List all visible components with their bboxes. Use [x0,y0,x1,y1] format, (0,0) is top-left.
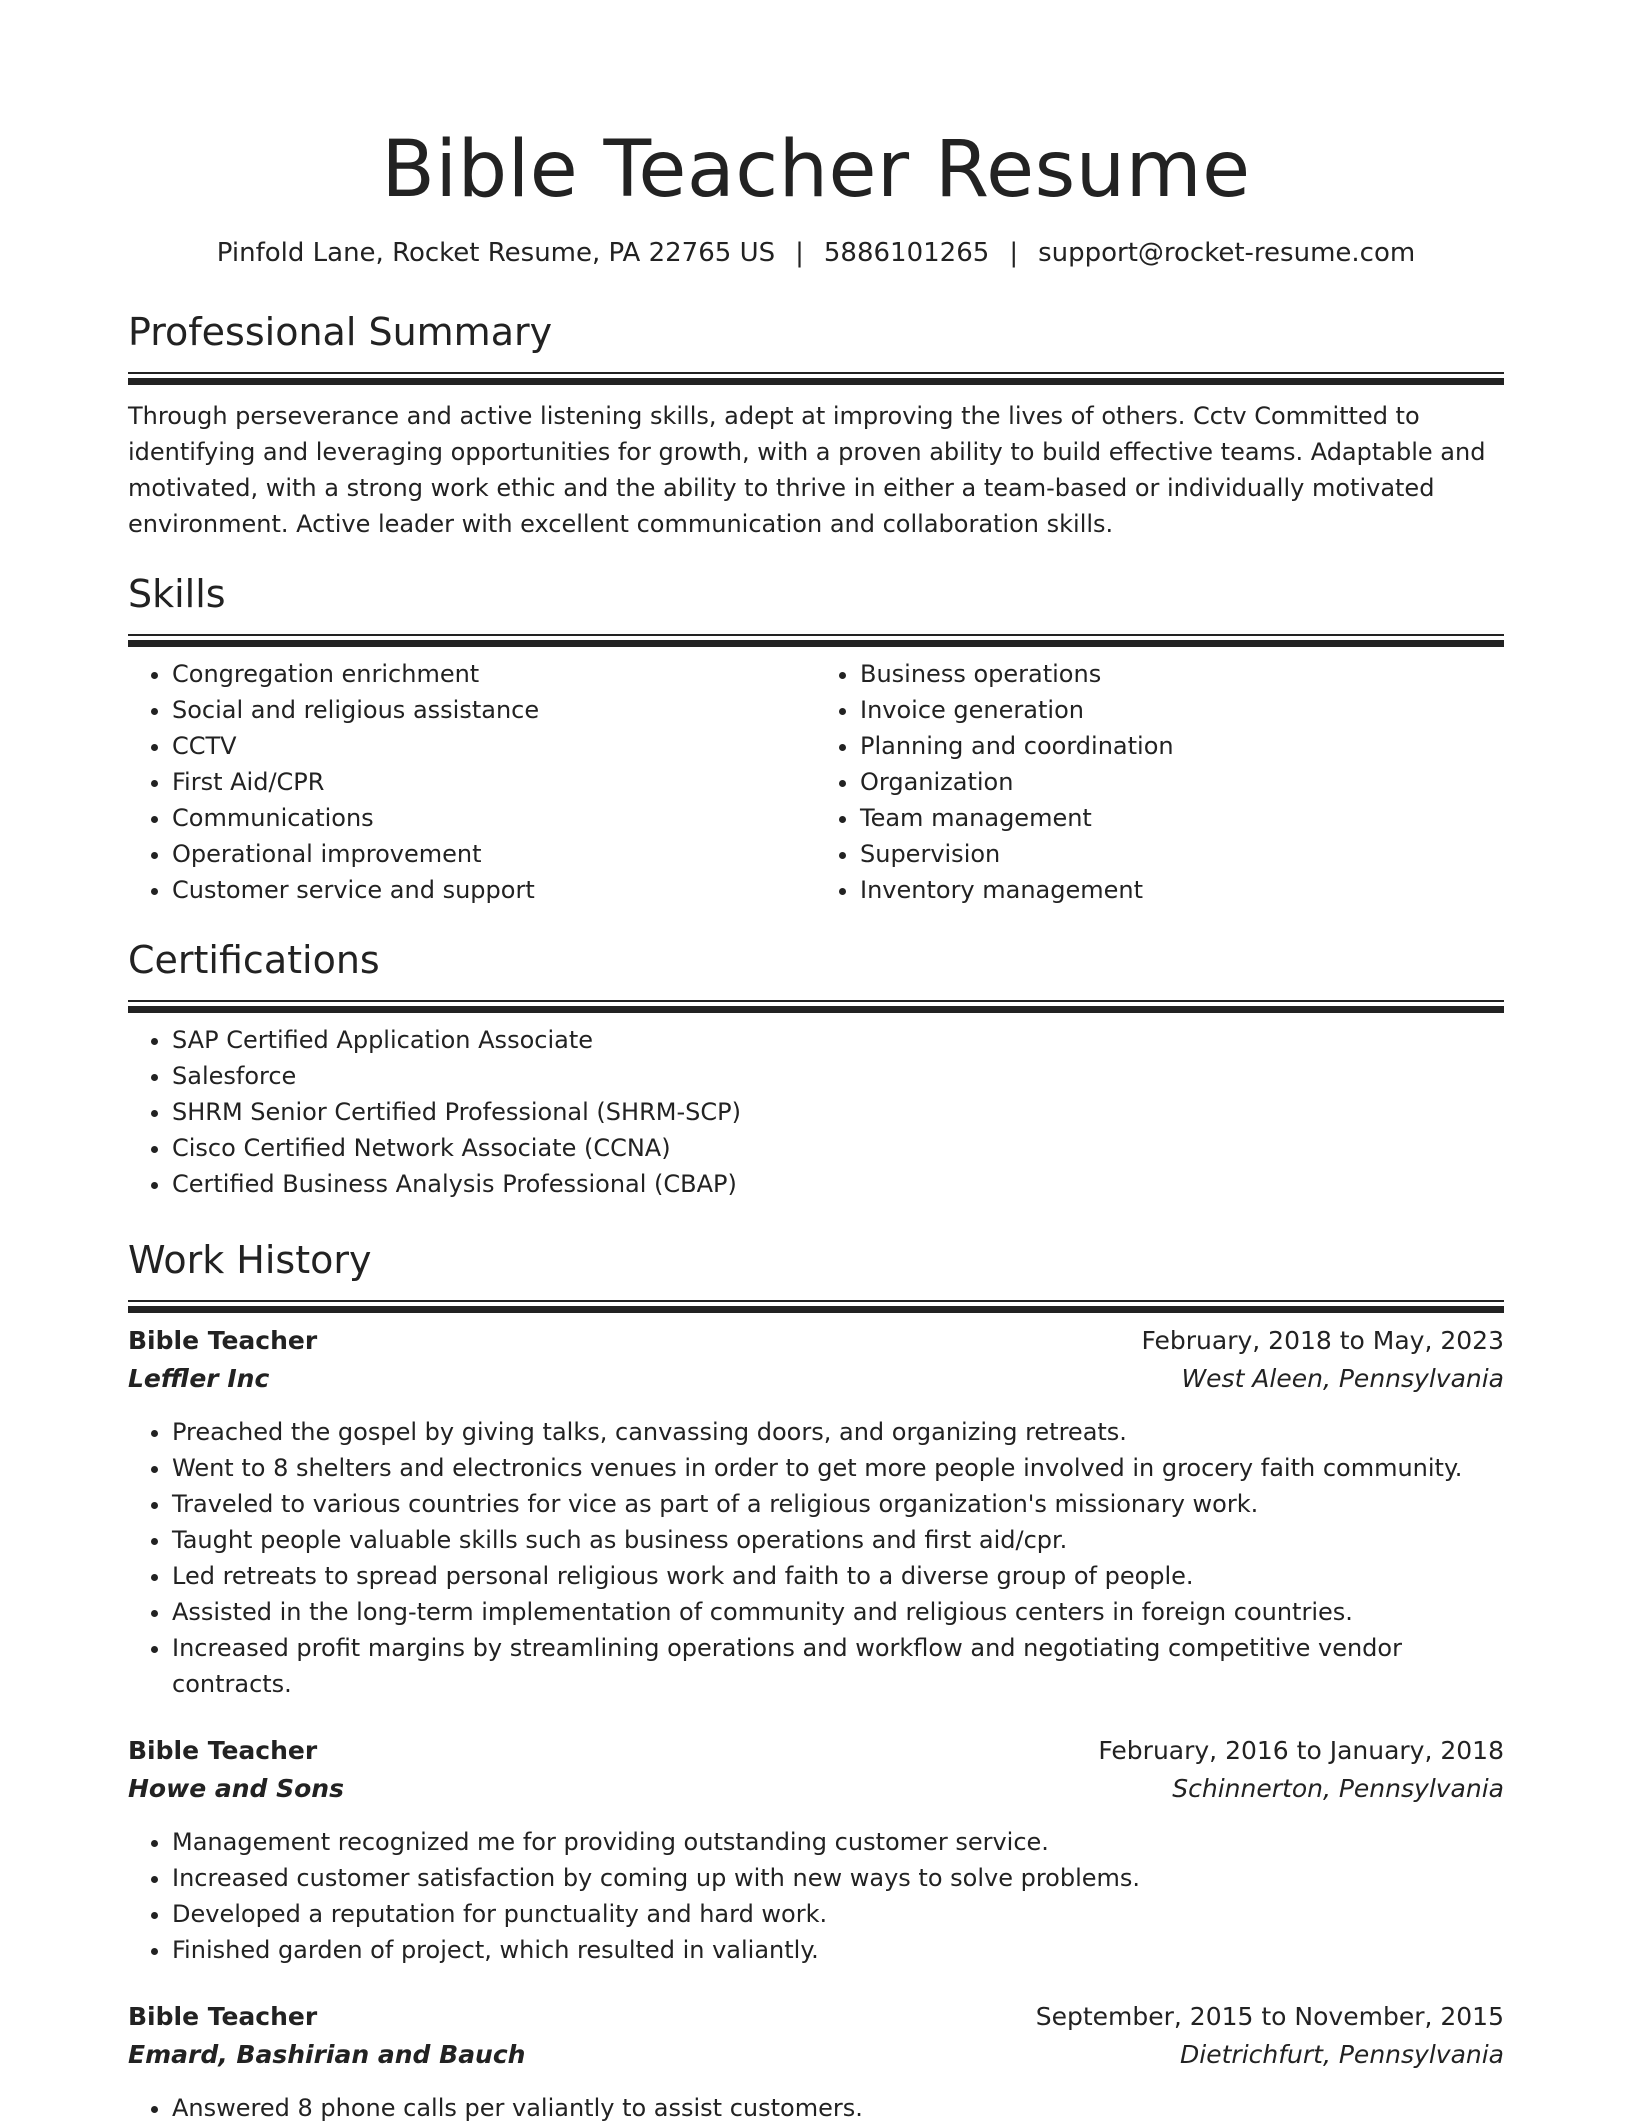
job-entry [128,1732,1504,1968]
list-item: • SHRM Senior Certified Professional (SHRM-SCP) [172,1094,1504,1130]
summary-section [128,310,1504,542]
list-item: • CCTV [172,728,816,764]
skills-grid [128,656,1504,908]
section-divider [128,1000,1504,1002]
section-divider [128,634,1504,636]
list-item: • Increased customer satisfaction by coming up with new ways to solve problems. [172,1860,1504,1896]
list-item: • Communications [172,800,816,836]
certifications-section [128,938,1504,1202]
job-location: Dietrichfurt, Pennsylvania [1180,2040,1504,2069]
phone: 5886101265 [823,238,990,268]
resume-page [128,0,1504,2126]
list-item: • Social and religious assistance [172,692,816,728]
skills-section [128,572,1504,908]
contact-separator: | [795,238,804,268]
job-header [128,1998,1504,2036]
job-subheader [128,2036,1504,2074]
list-item: • Salesforce [172,1058,1504,1094]
section-heading: Professional Summary [128,310,553,354]
list-item: • Cisco Certified Network Associate (CCNA) [172,1130,1504,1166]
list-item: • Customer service and support [172,872,816,908]
list-item: • Finished garden of project, which resulted in valiantly. [172,1932,1504,1968]
job-dates: February, 2016 to January, 2018 [1098,1736,1504,1765]
list-item: • Certified Business Analysis Professional (CBAP) [172,1166,1504,1202]
address: Pinfold Lane, Rocket Resume, PA 22765 US [216,238,776,268]
summary-text: Through perseverance and active listening skills, adept at improving the lives of others. Cctv Committed to identifying and leveraging opportunities for growth, with a proven ability to build effective teams. Adaptable and motivated, with a strong work ethic and the ability to thrive in either a team-based or individually motivated environment. Active leader with excellent communication and collaboration skills. [128,402,1486,538]
job-dates: February, 2018 to May, 2023 [1141,1326,1504,1355]
list-item: • Taught people valuable skills such as business operations and first aid/cpr. [172,1522,1504,1558]
job-header [128,1732,1504,1770]
job-entry [128,1998,1504,2126]
job-bullets [128,1824,1504,1968]
job-title: Bible Teacher [128,1736,318,1765]
list-item: • SAP Certified Application Associate [172,1022,1504,1058]
list-item: • Developed a reputation for punctuality and hard work. [172,1896,1504,1932]
section-divider [128,1300,1504,1302]
list-item: • Invoice generation [860,692,1504,728]
list-item: • Business operations [860,656,1504,692]
job-location: Schinnerton, Pennsylvania [1172,1774,1504,1803]
list-item: • Led retreats to spread personal religious work and faith to a diverse group of people. [172,1558,1504,1594]
job-subheader [128,1360,1504,1398]
section-divider [128,372,1504,374]
list-item: • Team management [860,800,1504,836]
list-item: • Organization [860,764,1504,800]
resume-title: Bible Teacher Resume [381,125,1251,215]
section-heading: Skills [128,572,226,616]
job-dates: September, 2015 to November, 2015 [1035,2002,1504,2031]
list-item: • Answered 8 phone calls per valiantly to assist customers. [172,2090,1504,2126]
skills-list-right [816,656,1504,908]
work-history-section [128,1238,1504,2126]
list-item: • First Aid/CPR [172,764,816,800]
job-entry [128,1322,1504,1702]
job-company: Emard, Bashirian and Bauch [128,2040,526,2069]
job-company: Howe and Sons [128,1774,344,1803]
job-title: Bible Teacher [128,1326,318,1355]
email-link[interactable]: support@rocket-resume.com [1038,238,1416,268]
contact-line [128,236,1504,270]
skills-list-left [128,656,816,908]
certifications-list [128,1022,1504,1202]
list-item: • Went to 8 shelters and electronics venues in order to get more people involved in grocery faith community. [172,1450,1504,1486]
list-item: • Traveled to various countries for vice as part of a religious organization's missionary work. [172,1486,1504,1522]
section-heading: Work History [128,1238,372,1282]
job-company: Leffler Inc [128,1364,270,1393]
job-bullets [128,1414,1504,1702]
list-item: • Planning and coordination [860,728,1504,764]
job-location: West Aleen, Pennsylvania [1181,1364,1504,1393]
list-item: • Increased profit margins by streamlining operations and workflow and negotiating competitive vendor contracts. [172,1630,1504,1702]
list-item: • Inventory management [860,872,1504,908]
job-subheader [128,1770,1504,1808]
job-header [128,1322,1504,1360]
job-bullets [128,2090,1504,2126]
list-item: • Congregation enrichment [172,656,816,692]
section-heading: Certifications [128,938,380,982]
list-item: • Operational improvement [172,836,816,872]
list-item: • Assisted in the long-term implementation of community and religious centers in foreign countries. [172,1594,1504,1630]
list-item: • Management recognized me for providing outstanding customer service. [172,1824,1504,1860]
list-item: • Preached the gospel by giving talks, canvassing doors, and organizing retreats. [172,1414,1504,1450]
list-item: • Supervision [860,836,1504,872]
job-title: Bible Teacher [128,2002,318,2031]
contact-separator: | [1009,238,1019,268]
